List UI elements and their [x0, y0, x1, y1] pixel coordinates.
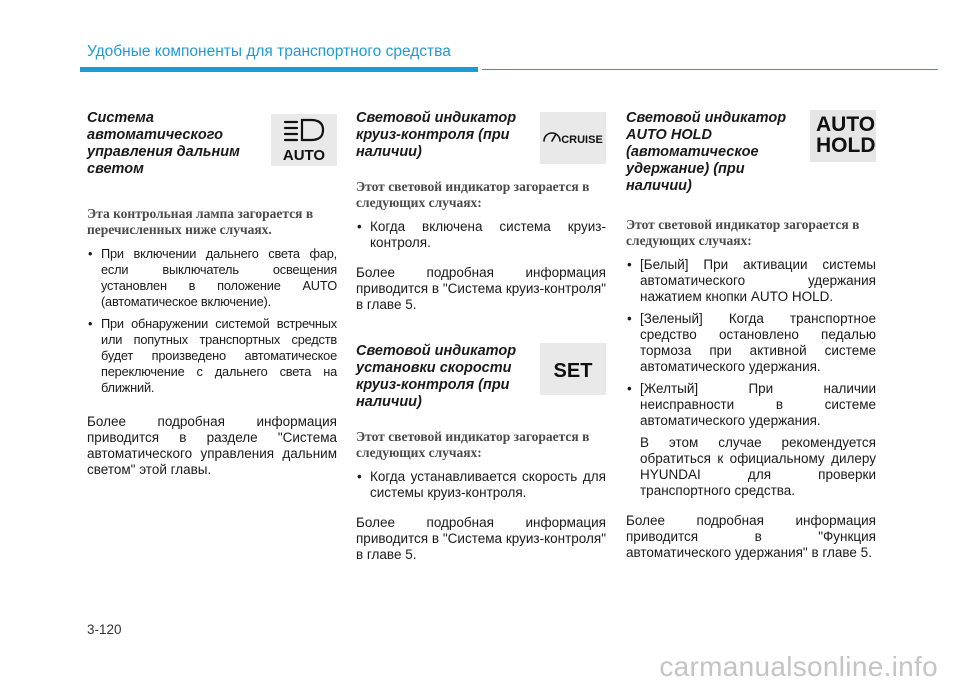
auto-high-beam-icon: [271, 114, 337, 166]
reference-paragraph: Более подробная информация приводится в "Система круиз-контроля" в главе 5.: [356, 515, 606, 562]
section-title: Световой индикатор AUTO HOLD (автоматическое удержание) (при наличии): [626, 110, 787, 194]
reference-paragraph: Более подробная информация приводится в разделе "Система автоматического управления дальним светом" этой главы.: [87, 414, 337, 477]
column-cruise-control: [356, 110, 606, 563]
cruise-indicator-icon: [540, 112, 606, 164]
list-item: • [Желтый] При наличии неисправности в системе автоматического удержания.: [626, 381, 876, 429]
auto-label: AUTO: [282, 147, 326, 164]
cruise-set-icon: [540, 343, 606, 395]
section-intro: Этот световой индикатор загорается в следующих случаях:: [356, 179, 590, 210]
set-label: SET: [553, 360, 593, 382]
auto-hold-label-line1: AUTO: [816, 113, 876, 136]
section-intro: Этот световой индикатор загорается в следующих случаях:: [356, 429, 590, 460]
section-intro: Этот световой индикатор загорается в следующих случаях:: [626, 217, 860, 248]
reference-paragraph: Более подробная информация приводится в "Функция автоматического удержания" в главе 5.: [626, 513, 876, 560]
list-item: • При обнаружении системой встречных или попутных транспортных средств будет произведено автоматическое переключение с дальнего света на ближний.: [87, 316, 337, 396]
list-item: • Когда включена система круиз-контроля.: [356, 219, 606, 251]
section-cruise-indicator: [356, 110, 606, 313]
list-item: • [Зеленый] Когда транспортное средство остановлено педалью тормоза при активной системе автоматического удержания.: [626, 311, 876, 375]
header-rule-thin: [482, 69, 938, 70]
cruise-label: CRUISE: [561, 134, 603, 146]
reference-paragraph: Более подробная информация приводится в "Система круиз-контроля" в главе 5.: [356, 265, 606, 312]
section-title: Световой индикатор круиз-контроля (при наличии): [356, 110, 517, 160]
list-item: • [Белый] При активации системы автоматического удержания нажатием кнопки AUTO HOLD.: [626, 257, 876, 305]
column-auto-hold: [626, 110, 876, 561]
page-number: 3-120: [87, 622, 122, 637]
watermark: carmanualsonline.info: [659, 651, 938, 682]
auto-hold-label-line2: HOLD: [816, 134, 876, 157]
auto-hold-icon: [810, 110, 876, 162]
page-header-title: Удобные компоненты для транспортного средства: [87, 43, 451, 60]
section-intro: Эта контрольная лампа загорается в перечисленных ниже случаях.: [87, 206, 314, 237]
list-item: • При включении дальнего света фар, если выключатель освещения установлен в положение AUTO (автоматическое включение).: [87, 246, 337, 310]
section-high-beam-assist: [87, 110, 337, 478]
list-item: • Когда устанавливается скорость для системы круиз-контроля.: [356, 469, 606, 501]
section-title: Световой индикатор установки скорости круиз-контроля (при наличии): [356, 343, 517, 410]
section-cruise-set-indicator: [356, 343, 606, 563]
sub-paragraph: В этом случае рекомендуется обратиться к официальному дилеру HYUNDAI для проверки транспортного средства.: [640, 435, 876, 498]
header-rule-thick: [80, 67, 478, 72]
section-title: Система автоматического управления дальним светом: [87, 110, 240, 177]
section-auto-hold: [626, 110, 876, 561]
column-high-beam-assist: [87, 110, 337, 478]
